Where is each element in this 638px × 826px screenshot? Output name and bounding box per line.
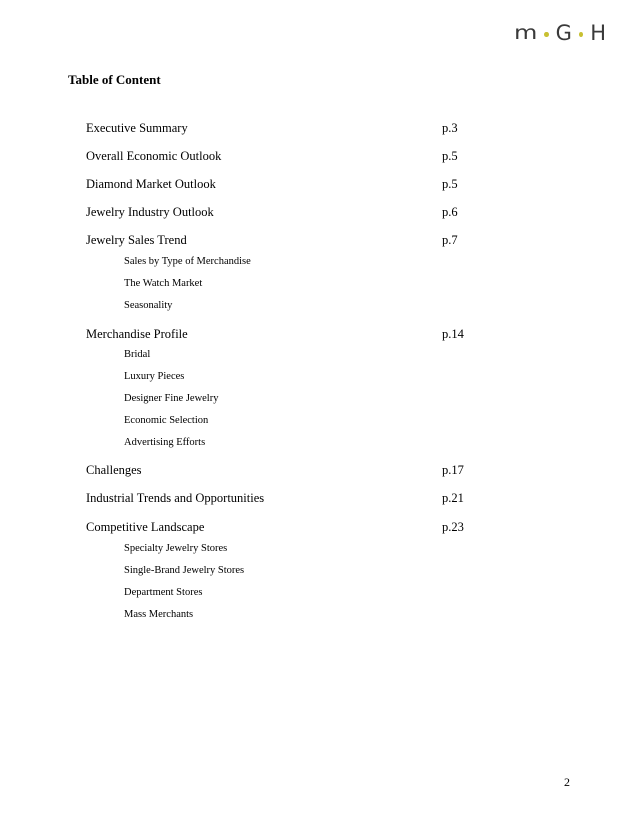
toc-entry-label: Merchandise Profile <box>86 327 188 341</box>
toc-entry-label: Industrial Trends and Opportunities <box>86 491 265 505</box>
logo-letter-g: G <box>555 21 572 45</box>
toc-subentry[interactable]: Advertising Efforts <box>124 437 206 448</box>
toc-entry-label: Executive Summary <box>86 121 188 135</box>
toc-entry-page: p.14 <box>442 327 464 341</box>
toc-entry-label: Challenges <box>86 463 142 477</box>
toc-entry-page: p.3 <box>442 121 458 135</box>
toc-entry-page: p.5 <box>442 177 458 191</box>
toc-entry-page: p.5 <box>442 149 458 163</box>
page-number: 2 <box>564 775 570 789</box>
toc-entry-page: p.7 <box>442 233 458 247</box>
toc-entry-label: Jewelry Industry Outlook <box>86 205 214 219</box>
mgh-logo <box>514 22 606 44</box>
toc-entry-page: p.6 <box>442 205 458 219</box>
toc-subentry[interactable]: Luxury Pieces <box>124 371 185 382</box>
toc-subentry[interactable]: The Watch Market <box>124 278 203 289</box>
toc-subentry[interactable]: Single-Brand Jewelry Stores <box>124 565 245 576</box>
toc-subentry[interactable]: Seasonality <box>124 300 173 311</box>
toc-entry-page: p.17 <box>442 463 464 477</box>
logo-letter-h: H <box>590 21 606 45</box>
toc-title: Table of Content <box>68 72 161 87</box>
toc-subentry[interactable]: Specialty Jewelry Stores <box>124 543 228 554</box>
logo-dot <box>544 32 548 37</box>
toc-subentry[interactable]: Bridal <box>124 349 151 360</box>
toc-entry-page: p.21 <box>442 491 464 505</box>
toc-entry-page: p.23 <box>442 520 464 534</box>
toc-subentry[interactable]: Mass Merchants <box>124 609 194 620</box>
toc-entry-label: Overall Economic Outlook <box>86 149 222 163</box>
toc-entry-label: Competitive Landscape <box>86 520 205 534</box>
toc-entry-label: Jewelry Sales Trend <box>86 233 187 247</box>
logo-dot <box>579 32 583 37</box>
toc-subentry[interactable]: Economic Selection <box>124 415 209 426</box>
logo-letter-m: m <box>514 22 538 44</box>
toc-subentry[interactable]: Designer Fine Jewelry <box>124 393 219 404</box>
toc-entry-label: Diamond Market Outlook <box>86 177 216 191</box>
toc-subentry[interactable]: Department Stores <box>124 587 203 598</box>
toc-subentry[interactable]: Sales by Type of Merchandise <box>124 256 251 267</box>
